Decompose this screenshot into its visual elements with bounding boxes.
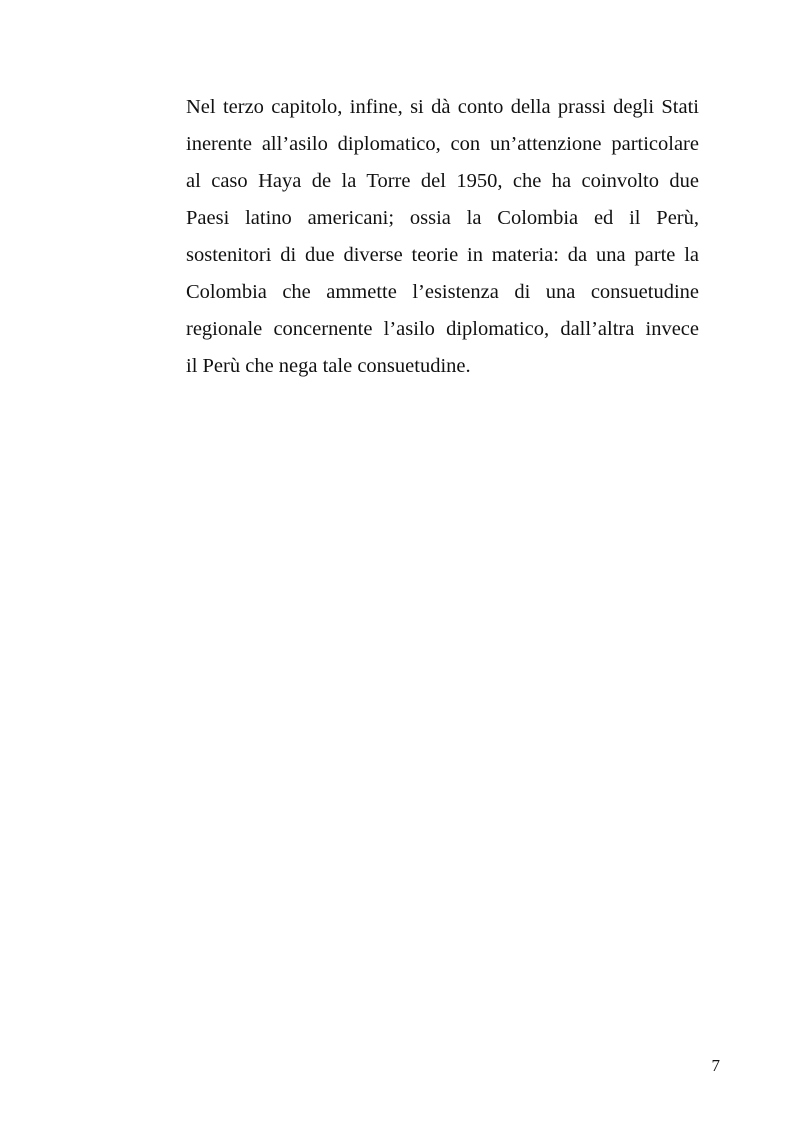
paragraph-line: Nel terzo capitolo, infine, si dà conto della prassi degli Stati bbox=[186, 96, 699, 118]
paragraph-line: sostenitori di due diverse teorie in materia: da una parte la bbox=[186, 244, 699, 266]
paragraph-line: regionale concernente l’asilo diplomatico, dall’altra invece bbox=[186, 318, 699, 340]
paragraph-line: Colombia che ammette l’esistenza di una consuetudine bbox=[186, 281, 699, 303]
paragraph-line: il Perù che nega tale consuetudine. bbox=[186, 355, 471, 377]
body-paragraph bbox=[186, 89, 699, 385]
page-number: 7 bbox=[711, 1056, 720, 1075]
paragraph-line: inerente all’asilo diplomatico, con un’attenzione particolare bbox=[186, 133, 699, 155]
paragraph-line: al caso Haya de la Torre del 1950, che ha coinvolto due bbox=[186, 170, 699, 192]
paragraph-line: Paesi latino americani; ossia la Colombia ed il Perù, bbox=[186, 207, 699, 229]
